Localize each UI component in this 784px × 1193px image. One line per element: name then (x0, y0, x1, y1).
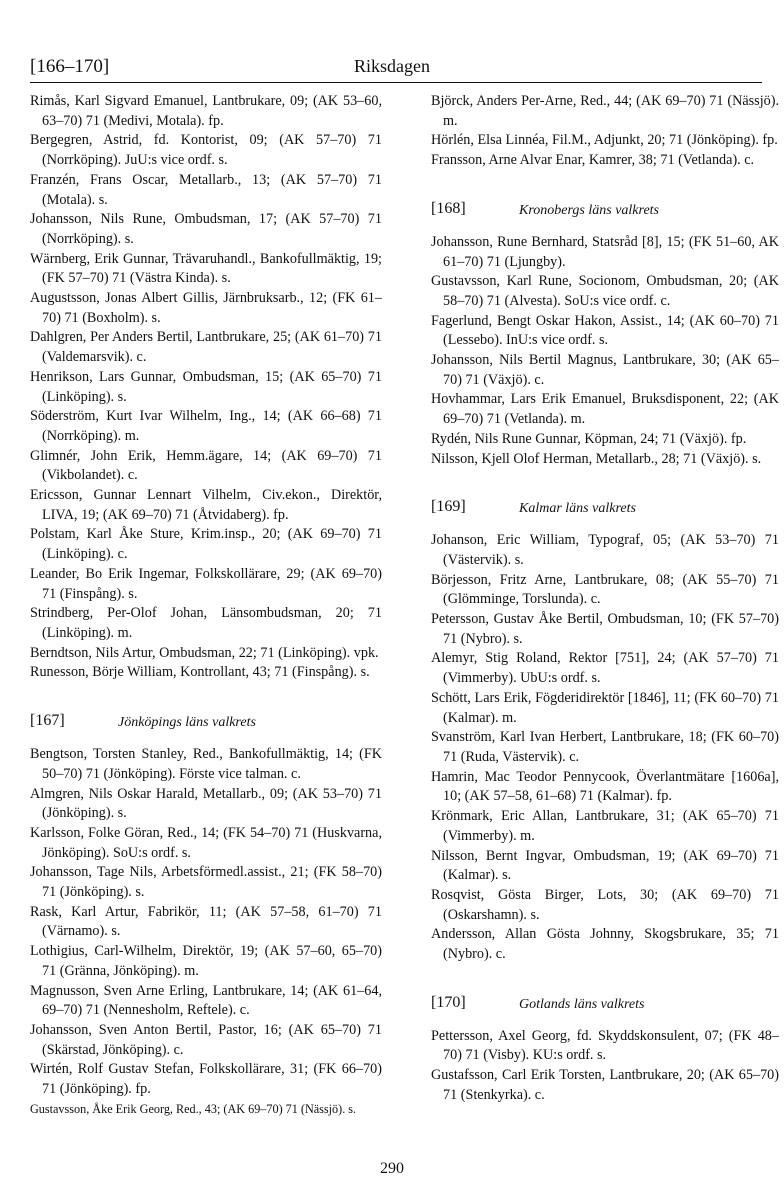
member-entry: Johansson, Sven Anton Bertil, Pastor, 16; (AK 65–70) 71 (Skärstad, Jönköping). c. (30, 1021, 382, 1058)
member-entry: Björck, Anders Per-Arne, Red., 44; (AK 69–70) 71 (Nässjö). m. (431, 93, 779, 129)
member-entry: Rydén, Nils Rune Gunnar, Köpman, 24; 71 (Växjö). fp. (431, 430, 747, 447)
member-entry: Pettersson, Axel Georg, fd. Skyddskonsulent, 07; (FK 48–70) 71 (Visby). KU:s ordf. s. (431, 1027, 779, 1064)
section-title: Kalmar läns valkrets (519, 501, 636, 517)
running-title: Riksdagen (354, 56, 430, 76)
header-rule (30, 82, 762, 83)
section-number: [169] (431, 498, 466, 516)
right-column (431, 92, 779, 1106)
member-entry: Nilsson, Kjell Olof Herman, Metallarb., 28; 71 (Växjö). s. (431, 450, 762, 467)
member-entry: Fagerlund, Bengt Oskar Hakon, Assist., 14; (AK 60–70) 71 (Lessebo). InU:s vice ordf. s. (431, 312, 779, 349)
page-header (22, 52, 762, 80)
section-heading (431, 199, 779, 221)
section-heading (431, 993, 779, 1015)
member-entry: Augustsson, Jonas Albert Gillis, Järnbruksarb., 12; (FK 61–70) 71 (Boxholm). s. (30, 290, 382, 326)
member-entry: Johansson, Rune Bernhard, Statsråd [8], 15; (FK 51–60, AK 61–70) 71 (Ljungby). (431, 233, 779, 270)
member-entry: Leander, Bo Erik Ingemar, Folkskollärare, 29; (AK 69–70) 71 (Finspång). s. (30, 565, 382, 602)
member-entry: Bergegren, Astrid, fd. Kontorist, 09; (AK 57–70) 71 (Norrköping). JuU:s vice ordf. s. (30, 132, 382, 169)
member-entry: Rask, Karl Artur, Fabrikör, 11; (AK 57–58, 61–70) 71 (Värnamo). s. (30, 903, 382, 940)
member-entry: Wärnberg, Erik Gunnar, Trävaruhandl., Bankofullmäktig, 19; (FK 57–70) 71 (Västra Kinda). s. (30, 250, 382, 287)
section-title: Kronobergs läns valkrets (519, 202, 659, 218)
member-entry: Börjesson, Fritz Arne, Lantbrukare, 08; (AK 55–70) 71 (Glömminge, Torslunda). c. (431, 571, 779, 608)
member-entry: Rimås, Karl Sigvard Emanuel, Lantbrukare, 09; (AK 53–60, 63–70) 71 (Medivi, Motala). fp. (30, 93, 382, 129)
member-entry: Karlsson, Folke Göran, Red., 14; (FK 54–70) 71 (Huskvarna, Jönköping). SoU:s ordf. s. (30, 824, 382, 861)
member-entry: Nilsson, Bernt Ingvar, Ombudsman, 19; (AK 69–70) 71 (Kalmar). s. (431, 847, 779, 884)
member-entry: Alemyr, Stig Roland, Rektor [751], 24; (AK 57–70) 71 (Vimmerby). UbU:s ordf. s. (431, 650, 779, 687)
member-entry: Johanson, Eric William, Typograf, 05; (AK 53–70) 71 (Västervik). s. (431, 532, 779, 568)
member-entry: Almgren, Nils Oskar Harald, Metallarb., 09; (AK 53–70) 71 (Jönköping). s. (30, 785, 382, 822)
member-entry: Berndtson, Nils Artur, Ombudsman, 22; 71 (Linköping). vpk. (30, 644, 379, 661)
member-entry: Schött, Lars Erik, Fögderidirektör [1846], 11; (FK 60–70) 71 (Kalmar). m. (431, 689, 779, 726)
section-title: Gotlands läns valkrets (519, 996, 645, 1012)
member-entry: Runesson, Börje William, Kontrollant, 43; 71 (Finspång). s. (30, 664, 370, 681)
section-heading (431, 497, 779, 519)
member-entry: Lothigius, Carl-Wilhelm, Direktör, 19; (AK 57–60, 65–70) 71 (Gränna, Jönköping). m. (30, 943, 382, 979)
member-entry: Strindberg, Per-Olof Johan, Länsombudsman, 20; 71 (Linköping). m. (30, 605, 382, 641)
section-number: [167] (30, 712, 65, 730)
member-entry: Franzén, Frans Oscar, Metallarb., 13; (AK 57–70) 71 (Motala). s. (30, 171, 382, 208)
member-entry: Magnusson, Sven Arne Erling, Lantbrukare, 14; (AK 61–64, 69–70) 71 (Nennesholm, Reftele). c. (30, 982, 382, 1019)
member-entry: Gustafsson, Carl Erik Torsten, Lantbrukare, 20; (AK 65–70) 71 (Stenkyrka). c. (431, 1067, 779, 1103)
member-entry: Ericsson, Gunnar Lennart Vilhelm, Civ.ekon., Direktör, LIVA, 19; (AK 69–70) 71 (Åtvidaberg). fp. (30, 487, 382, 523)
member-entry: Rosqvist, Gösta Birger, Lots, 30; (AK 69–70) 71 (Oskarshamn). s. (431, 886, 779, 923)
member-entry: Svanström, Karl Ivan Herbert, Lantbrukare, 18; (FK 60–70) 71 (Ruda, Västervik). c. (431, 729, 779, 765)
member-entry: Johansson, Tage Nils, Arbetsförmedl.assist., 21; (FK 58–70) 71 (Jönköping). s. (30, 864, 382, 901)
section-title: Jönköpings läns valkrets (118, 715, 256, 731)
member-entry: Andersson, Allan Gösta Johnny, Skogsbrukare, 35; 71 (Nybro). c. (431, 926, 779, 963)
section-number: [168] (431, 199, 466, 217)
member-entry: Fransson, Arne Alvar Enar, Kamrer, 38; 71 (Vetlanda). c. (431, 152, 755, 169)
page-range: [166–170] (30, 56, 110, 77)
member-entry: Gustavsson, Karl Rune, Socionom, Ombudsman, 20; (AK 58–70) 71 (Alvesta). SoU:s vice ordf. c. (431, 273, 779, 309)
member-entry: Gustavsson, Åke Erik Georg, Red., 43; (AK 69–70) 71 (Nässjö). s. (30, 1101, 357, 1116)
member-entry: Hamrin, Mac Teodor Pennycook, Överlantmätare [1606a], 10; (AK 57–58, 61–68) 71 (Kalmar). fp. (431, 768, 779, 805)
member-entry: Hörlén, Elsa Linnéa, Fil.M., Adjunkt, 20; 71 (Jönköping). fp. (431, 132, 778, 149)
member-entry: Johansson, Nils Bertil Magnus, Lantbrukare, 30; (AK 65–70) 71 (Växjö). c. (431, 352, 779, 388)
member-entry: Johansson, Nils Rune, Ombudsman, 17; (AK 57–70) 71 (Norrköping). s. (30, 211, 382, 247)
left-column (30, 92, 382, 1119)
member-entry: Hovhammar, Lars Erik Emanuel, Bruksdisponent, 22; (AK 69–70) 71 (Vetlanda). m. (431, 391, 779, 428)
member-entry: Glimnér, John Erik, Hemm.ägare, 14; (AK 69–70) 71 (Vikbolandet). c. (30, 447, 382, 484)
member-entry: Söderström, Kurt Ivar Wilhelm, Ing., 14; (AK 66–68) 71 (Norrköping). m. (30, 408, 382, 444)
member-entry: Krönmark, Eric Allan, Lantbrukare, 31; (AK 65–70) 71 (Vimmerby). m. (431, 808, 779, 844)
member-entry: Wirtén, Rolf Gustav Stefan, Folkskollärare, 31; (FK 66–70) 71 (Jönköping). fp. (30, 1061, 382, 1098)
member-entry: Henrikson, Lars Gunnar, Ombudsman, 15; (AK 65–70) 71 (Linköping). s. (30, 368, 382, 405)
page-number: 290 (380, 1160, 404, 1177)
member-entry: Petersson, Gustav Åke Bertil, Ombudsman, 10; (FK 57–70) 71 (Nybro). s. (431, 611, 779, 647)
member-entry: Dahlgren, Per Anders Bertil, Lantbrukare, 25; (AK 61–70) 71 (Valdemarsvik). c. (30, 329, 382, 366)
section-heading (30, 711, 382, 733)
section-number: [170] (431, 993, 466, 1011)
member-entry: Bengtson, Torsten Stanley, Red., Bankofullmäktig, 14; (FK 50–70) 71 (Jönköping). Förste vice talman. c. (30, 746, 382, 782)
member-entry: Polstam, Karl Åke Sture, Krim.insp., 20; (AK 69–70) 71 (Linköping). c. (30, 526, 382, 563)
